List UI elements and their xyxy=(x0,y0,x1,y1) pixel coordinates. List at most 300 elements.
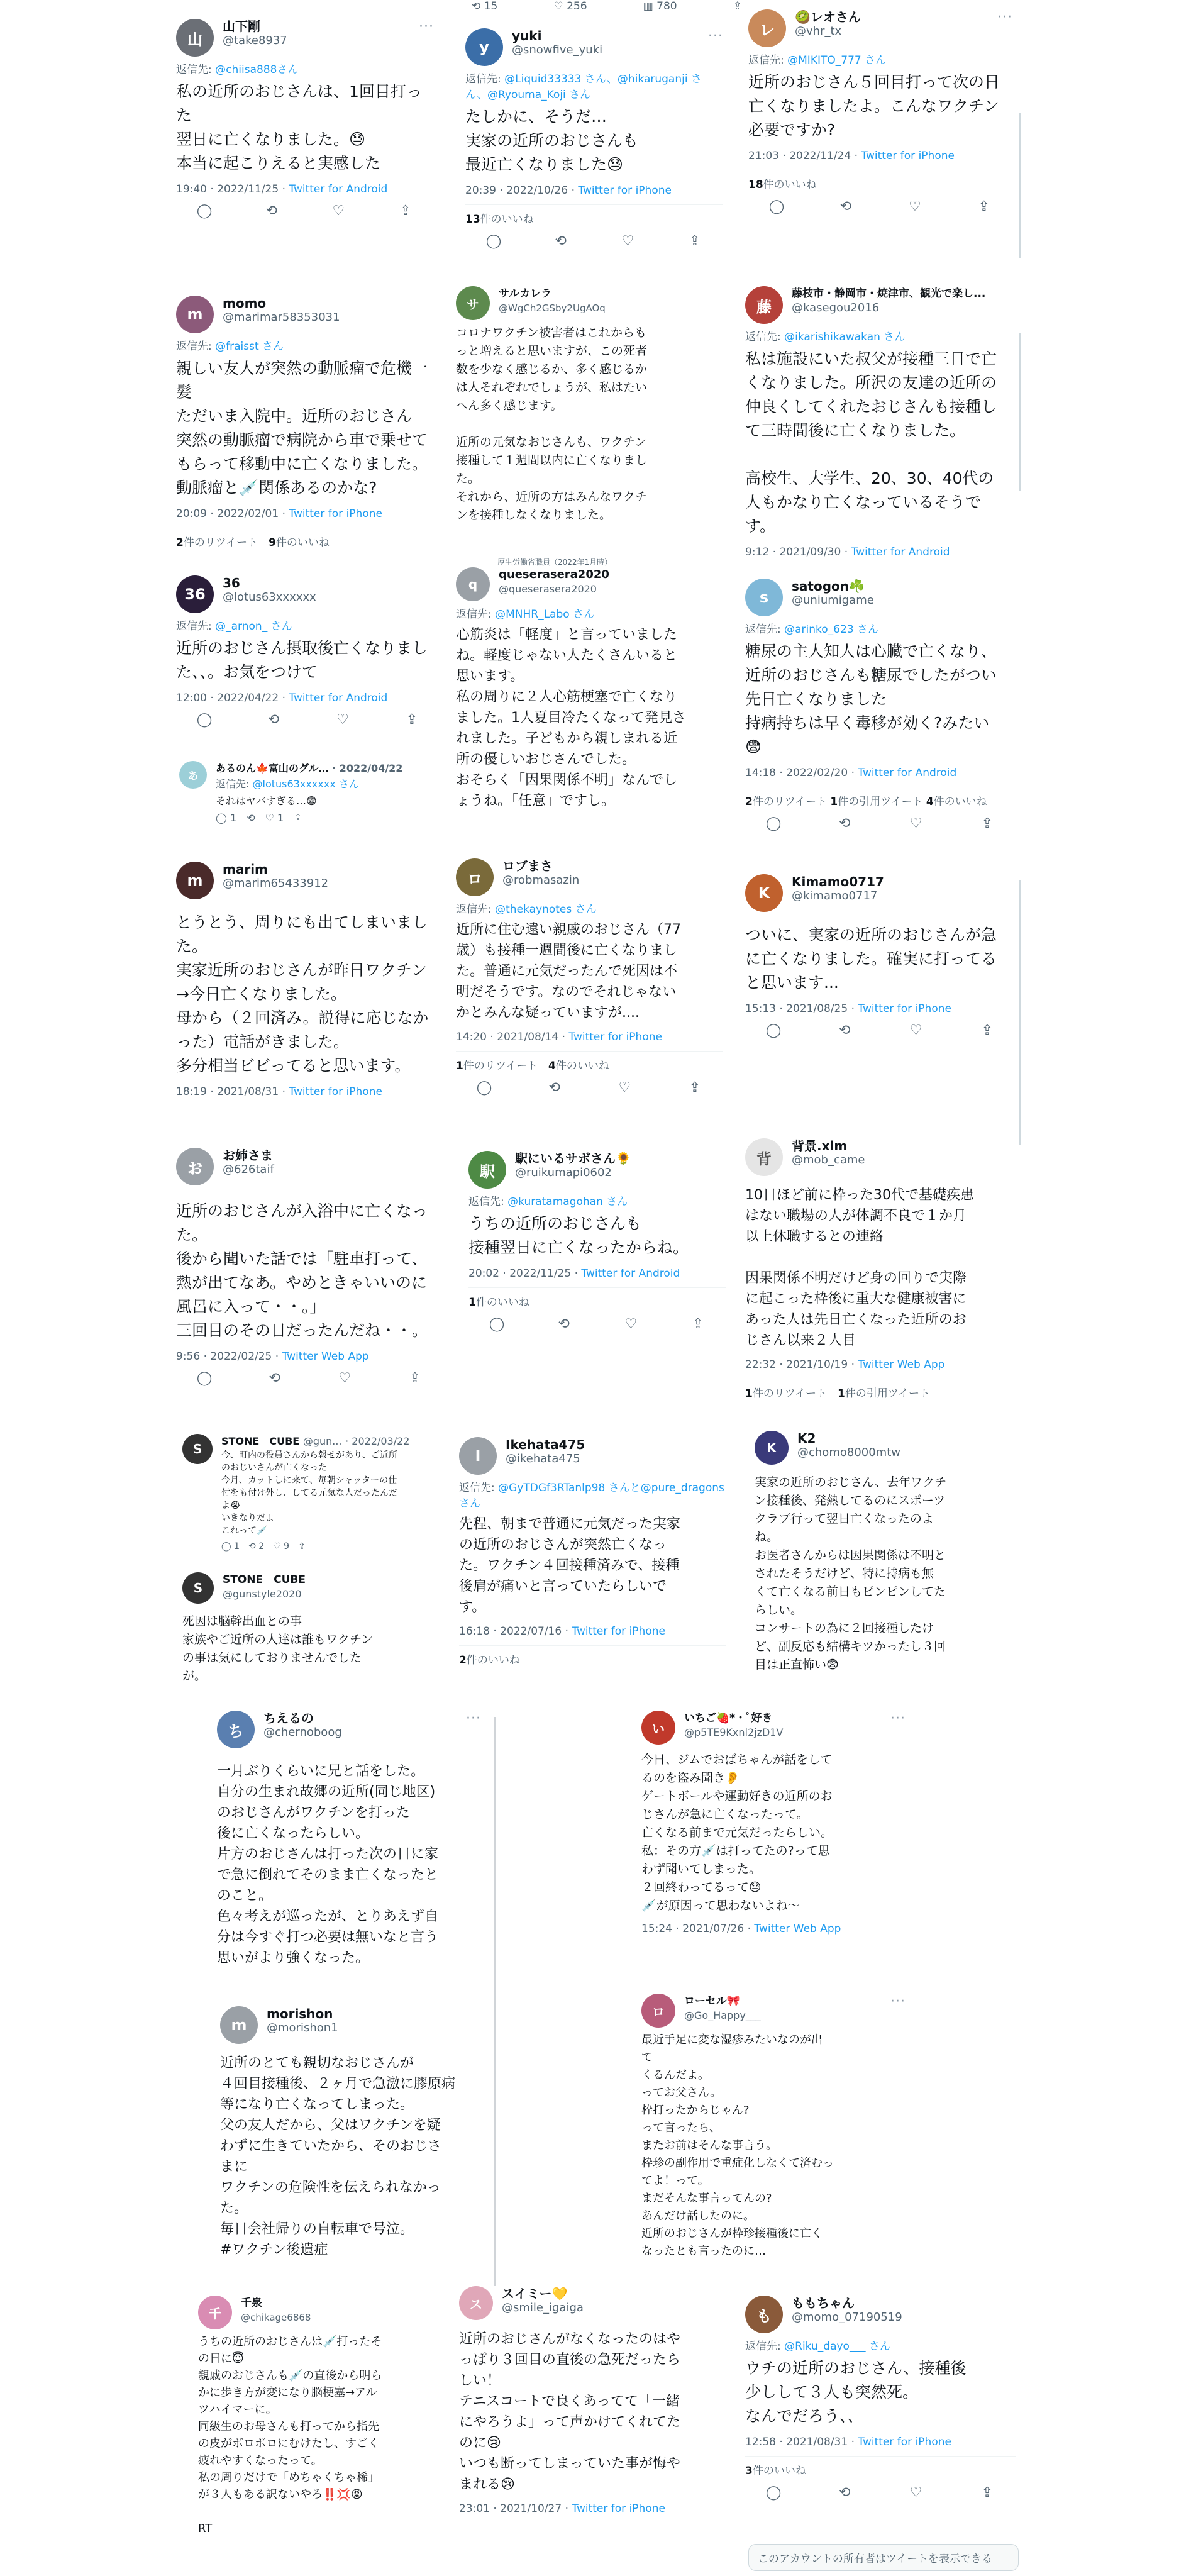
user-handle[interactable]: @626taif xyxy=(223,1163,274,1176)
user-handle[interactable]: @WgCh2GSby2UgAOq xyxy=(499,303,606,314)
reply-context xyxy=(176,337,440,353)
retweet-icon[interactable]: ⟲ xyxy=(839,199,852,214)
reply-context xyxy=(456,900,723,916)
reply-context xyxy=(216,776,428,791)
retweets-label: 件のリツイート xyxy=(752,796,827,808)
reply-icon[interactable]: ◯ xyxy=(196,712,213,728)
user-handle[interactable]: @ikehata475 xyxy=(506,1452,580,1465)
tweet-timestamp[interactable]: 9:56 · 2022/02/25 · xyxy=(176,1350,279,1363)
user-handle[interactable]: @uniumigame xyxy=(792,594,874,607)
tweet-timestamp[interactable]: 20:39 · 2022/10/26 · xyxy=(465,184,575,197)
tweet-stats xyxy=(468,1287,726,1309)
scrollbar[interactable] xyxy=(1019,880,1021,1145)
retweet-icon[interactable]: ⟲ xyxy=(548,1080,560,1096)
avatar[interactable]: S xyxy=(182,1572,214,1604)
tweet-stats xyxy=(456,1051,723,1072)
tweet-client[interactable]: Twitter for Android xyxy=(851,546,950,558)
tweet-text: 糖尿の主人知人は心臓で亡くなり、 近所のおじさんも糖尿でしたがつい 先日亡くなりました 持病持ちは早く毒移が効く?みたい 😨 xyxy=(745,642,997,756)
tweet-client[interactable]: Twitter for iPhone xyxy=(572,1625,665,1638)
likes-number[interactable]: 9 xyxy=(269,536,276,549)
tweet-client[interactable]: Twitter for Android xyxy=(289,183,388,196)
likes-number[interactable]: 1 xyxy=(468,1296,476,1309)
tweet-text: 近所のとても親切なおじさんが ４回目接種後、２ヶ月で急激に膠原病 等になり亡くなってしまった。 父の友人だから、父はワクチンを疑 わずに生きていたから、そのおじさ まに ワクチンの危険性を伝えられなかっ た。 毎日会社帰りの自転車で号泣。 #ワクチン後遺症 xyxy=(220,2055,456,2258)
tweet-client[interactable]: Twitter for iPhone xyxy=(861,150,955,162)
display-name[interactable]: momo xyxy=(223,296,267,311)
reply-icon[interactable]: ◯ xyxy=(489,1316,505,1332)
reply-to-link[interactable]: @MIKITO_777 さん xyxy=(787,54,887,67)
avatar[interactable]: s xyxy=(745,579,783,616)
retweet-icon[interactable]: ⟲ xyxy=(267,712,280,728)
tweet-card xyxy=(641,1711,906,1987)
tweet-stats xyxy=(745,1379,1016,1400)
tweet-client[interactable]: Twitter Web App xyxy=(282,1350,369,1363)
tweet-card xyxy=(176,575,440,764)
display-name[interactable]: サルカレラ xyxy=(499,287,552,300)
reply-icon[interactable]: ◯ xyxy=(476,1080,492,1096)
tweet-card xyxy=(459,2286,729,2572)
avatar[interactable]: m xyxy=(220,2006,258,2044)
display-name[interactable]: 駅にいるサボさん🌻 xyxy=(515,1151,631,1166)
reply-to-link[interactable]: @Riku_dayo___ さん xyxy=(784,2340,890,2353)
tweet-timestamp[interactable]: 12:00 · 2022/04/22 · xyxy=(176,692,285,704)
retweets-label: 件のリツイート xyxy=(183,536,258,549)
reply-context xyxy=(745,328,1016,343)
user-handle[interactable]: @Go_Happy___ xyxy=(684,2009,761,2021)
tweet-timestamp[interactable]: 22:32 · 2021/10/19 · xyxy=(745,1358,855,1371)
like-icon[interactable]: ♡ xyxy=(909,2485,922,2501)
scrollbar[interactable] xyxy=(1019,333,1021,491)
tweet-card xyxy=(456,557,723,846)
share-icon[interactable]: ⇪ xyxy=(692,1316,704,1332)
more-options-icon[interactable]: ··· xyxy=(997,9,1012,25)
user-handle[interactable]: @take8937 xyxy=(223,34,287,47)
retweets-number[interactable]: 1 xyxy=(456,1060,463,1072)
tweet-client[interactable]: Twitter for iPhone xyxy=(858,2436,951,2448)
tweet-card xyxy=(217,1711,481,2006)
avatar[interactable]: 背 xyxy=(745,1138,783,1176)
display-name[interactable]: marim xyxy=(223,862,268,877)
tweet-text: 実家の近所のおじさん、去年ワクチ ン接種後、発熱してるのにスポーツ クラブ行って翌日亡くなったのよ ね。 お医者さんからは因果関係は不明と されたそうだけど、特に持病も無 くて亡くなる前日もピンピンしてた らしい。 コンサートの為に２回接種したけ ど、副反応も結構キツかったし３回 目は正直怖い😨 xyxy=(755,1475,947,1672)
tweet-timestamp[interactable]: 15:24 · 2021/07/26 · xyxy=(641,1923,751,1935)
like-icon[interactable]: ♡ xyxy=(624,1316,638,1332)
tweet-actions xyxy=(176,712,440,728)
share-icon[interactable]: ⇪ xyxy=(689,233,701,249)
quotes-number[interactable]: 1 xyxy=(838,1387,845,1400)
avatar[interactable]: ス xyxy=(459,2286,493,2320)
reply-context xyxy=(176,60,434,76)
reply-prefix: 返信先: xyxy=(216,778,250,790)
user-handle[interactable]: @lotus63xxxxxx xyxy=(223,591,316,604)
retweet-count-value: 15 xyxy=(484,0,498,13)
tweet-text: 親しい友人が突然の動脈瘤で危機一 髪 ただいま入院中。近所のおじさん 突然の動脈瘤で病院から車で乗せて もらって移動中に亡くなりました。 動脈瘤と💉関係あるのかな? xyxy=(176,359,428,497)
reply-icon[interactable]: ◯ xyxy=(765,1023,782,1038)
retweet-icon[interactable]: ⟲ xyxy=(555,233,567,249)
avatar[interactable]: 駅 xyxy=(468,1151,506,1189)
reply-context xyxy=(745,620,1016,636)
tweet-client[interactable]: Twitter Web App xyxy=(858,1358,945,1371)
quotes-number[interactable]: 1 xyxy=(830,796,838,808)
display-name[interactable]: STONE CUBE xyxy=(221,1435,300,1447)
display-name[interactable]: いちご🍓*・ﾟ好き xyxy=(684,1712,773,1724)
tweet-meta xyxy=(176,508,440,520)
reply-actions: ◯ 1 ⟲ ♡ 1 ⇪ xyxy=(216,812,302,824)
retweet-icon[interactable]: ⟲ xyxy=(265,203,277,219)
like-icon[interactable]: ♡ xyxy=(336,712,349,728)
tweet-actions xyxy=(465,233,723,249)
avatar[interactable]: ち xyxy=(217,1711,255,1748)
display-name[interactable]: 背景.xlm xyxy=(792,1138,848,1153)
tweet-text: それはヤバすぎる…😨 xyxy=(216,795,317,807)
avatar[interactable]: y xyxy=(465,28,503,66)
view-count[interactable]: ▥ 780 xyxy=(643,0,677,13)
reply-icon[interactable]: ◯ xyxy=(768,199,785,214)
tweet-text: 10日ほど前に枠った30代で基礎疾患 はない職場の人が体調不良で１か月 以上休職するとの連絡 因果関係不明だけど身の回りで実際 に起こった枠後に重大な健康被害に あった人は先日亡くなった近所のお じさん以来２人目 xyxy=(745,1187,974,1348)
tweet-card xyxy=(220,2006,484,2289)
reply-to-link[interactable]: @MNHR_Labo さん xyxy=(495,608,595,621)
user-handle[interactable]: @momo_07190519 xyxy=(792,2311,902,2324)
avatar[interactable]: I xyxy=(459,1437,497,1475)
likes-label: 件のいいね xyxy=(466,1654,520,1667)
reply-prefix: 返信先: xyxy=(748,54,784,67)
like-icon[interactable]: ♡ xyxy=(621,233,634,249)
tweet-timestamp[interactable]: 18:19 · 2021/08/31 · xyxy=(176,1085,285,1098)
tweet-text: とうとう、周りにも出てしまいまし た。 実家近所のおじさんが昨日ワクチン →今日亡くなりました。 母から（２回済み。説得に応じなか った）電話がきました。 多分相当ビビってると思います。 xyxy=(176,913,429,1075)
user-handle[interactable]: @ruikumapi0602 xyxy=(515,1166,612,1179)
tweet-client[interactable]: Twitter for Android xyxy=(858,767,957,779)
retweets-number[interactable]: 1 xyxy=(745,1387,753,1400)
reply-prefix: 返信先: xyxy=(468,1196,504,1208)
reply-icon[interactable]: ◯ xyxy=(765,816,782,831)
share-icon[interactable]: ⇪ xyxy=(981,816,994,831)
more-options-icon[interactable]: ··· xyxy=(708,28,723,44)
avatar[interactable]: m xyxy=(176,862,214,899)
more-options-icon[interactable]: ··· xyxy=(890,1711,906,1726)
reply-to-link[interactable]: @chiisa888さん xyxy=(215,64,299,76)
reply-count: 1 xyxy=(234,1541,240,1552)
avatar[interactable]: 山 xyxy=(176,19,214,57)
tweet-card xyxy=(198,2296,434,2572)
display-name[interactable]: スイミー💛 xyxy=(502,2286,568,2301)
user-handle[interactable]: @queserasera2020 xyxy=(499,583,597,595)
tweet-meta xyxy=(748,150,1012,162)
avatar[interactable]: S xyxy=(182,1434,213,1464)
share-icon[interactable]: ⇪ xyxy=(733,0,742,13)
user-handle[interactable]: @chomo8000mtw xyxy=(797,1446,900,1459)
tweet-client[interactable]: Twitter for iPhone xyxy=(289,508,382,520)
tweet-card xyxy=(182,1434,434,1566)
tweet-meta xyxy=(745,2436,1016,2448)
nested-reply xyxy=(179,761,428,836)
retweet-icon[interactable]: ⟲ xyxy=(839,1023,851,1038)
display-name[interactable]: STONE CUBE xyxy=(223,1574,306,1586)
tweet-text: ウチの近所のおじさん、接種後 少しして３人も突然死。 なんでだろう、、 xyxy=(745,2359,967,2425)
tweet-meta xyxy=(459,2502,729,2515)
tweet-text: うちの近所のおじさんも 接種翌日に亡くなったからね。 xyxy=(468,1214,689,1257)
tweet-text: うちの近所のおじさんは💉打ったそ の日に😇 親戚のおじさんも💉の直後から明ら かに歩き方が変になり脳梗塞→アル ツハイマーに。 同級生のお母さんも打ってから指先 の皮がボロボロにむけたし、すごく 疲れやすくなったって。 私の周りだけで「めちゃくちゃ稀」 が３人もある訳ないやろ‼️💢😡 RT xyxy=(198,2335,382,2535)
display-name[interactable]: Kimamo0717 xyxy=(792,874,884,889)
tweet-client[interactable]: Twitter for Android xyxy=(289,692,388,704)
reply-prefix: 返信先: xyxy=(456,903,492,916)
tweet-client[interactable]: Twitter Web App xyxy=(754,1923,841,1935)
avatar[interactable]: レ xyxy=(748,9,786,47)
user-handle[interactable]: @kasegou2016 xyxy=(792,301,880,314)
user-handle[interactable]: @marim65433912 xyxy=(223,877,329,890)
profile-label: 厚生労働省職員（2022年1月時） xyxy=(497,558,612,567)
user-handle[interactable]: @mob_came xyxy=(792,1153,865,1167)
display-name[interactable]: ローセル🎀 xyxy=(684,1995,740,2007)
retweet-icon[interactable]: ⟲ xyxy=(839,816,851,831)
avatar[interactable]: K xyxy=(755,1431,789,1465)
tweet-text: コロナワクチン被害者はこれからも っと増えると思いますが、この死者 数を少なく感じるか、多く感じるか は人それぞれでしょうが、私はたい へん多く感じます。 近所の元気なおじさんも、ワクチン 接種して１週間以内に亡くなりまし た。 それから、近所の方はみんなワクチ ンを接種しなくなりました。 xyxy=(456,326,648,522)
avatar[interactable]: 藤 xyxy=(745,286,783,324)
reply-to-link[interactable]: @GyTDGf3RTanlp98 さんと@pure_dragons さん xyxy=(459,1482,724,1510)
avatar[interactable]: サ xyxy=(456,286,490,320)
avatar[interactable]: K xyxy=(745,874,783,912)
user-handle[interactable]: @vhr_tx xyxy=(795,25,842,38)
retweet-icon[interactable]: ⟲ xyxy=(839,2485,851,2501)
like-icon[interactable]: ♡ xyxy=(909,199,921,214)
share-icon[interactable]: ⇪ xyxy=(689,1080,701,1096)
tweet-timestamp[interactable]: 12:58 · 2021/08/31 · xyxy=(745,2436,855,2448)
reply-to-link[interactable]: @ikarishikawakan さん xyxy=(784,331,906,343)
like-count[interactable]: ♡ 256 xyxy=(553,0,587,13)
avatar[interactable]: 36 xyxy=(176,575,214,613)
user-handle[interactable]: @morishon1 xyxy=(267,2021,338,2035)
reply-to-link[interactable]: @kuratamagohan さん xyxy=(507,1196,628,1208)
tweet-actions xyxy=(745,816,1016,831)
tweet-actions xyxy=(176,1370,443,1386)
tweet-card xyxy=(176,1148,443,1412)
reply-icon[interactable]: ◯ xyxy=(765,2485,782,2501)
reply-prefix: 返信先: xyxy=(745,2340,781,2353)
tweet-meta xyxy=(468,1267,726,1280)
divider xyxy=(494,1717,496,2321)
tweet-card xyxy=(468,1151,726,1374)
user-handle[interactable]: @marimar58353031 xyxy=(223,311,340,324)
user-handle[interactable]: @chikage6868 xyxy=(241,2312,311,2323)
tweet-card xyxy=(459,1437,726,1701)
tweet-timestamp[interactable]: 20:09 · 2022/02/01 · xyxy=(176,508,285,520)
avatar[interactable]: あ xyxy=(179,761,207,789)
avatar[interactable]: ロ xyxy=(641,1994,675,2028)
tweet-timestamp[interactable]: 14:18 · 2022/02/20 · xyxy=(745,767,855,779)
display-name[interactable]: K2 xyxy=(797,1431,816,1446)
display-name[interactable]: Ikehata475 xyxy=(506,1437,585,1452)
retweet-icon[interactable]: ⟲ xyxy=(558,1316,570,1332)
likes-number[interactable]: 4 xyxy=(548,1060,556,1072)
tweet-card xyxy=(748,9,1012,248)
likes-number[interactable]: 13 xyxy=(465,213,480,226)
display-name[interactable]: ももちゃん xyxy=(792,2296,855,2311)
more-options-icon[interactable]: ··· xyxy=(419,19,434,35)
reply-prefix: 返信先: xyxy=(745,623,781,636)
tweet-text: 一月ぶりくらいに兄と話をした。 自分の生まれ故郷の近所(同じ地区) のおじさんがワクチンを打った 後に亡くなったらしい。 片方のおじさんは打った次の日に家 で急に倒れてそのまま亡くなったと のこと。 色々考えが巡ったが、とりあえず自 分は今すぐ打つ必要は無いなと言う 思いがより強くなった。 xyxy=(217,1763,439,1966)
reply-prefix: 返信先: xyxy=(456,608,492,621)
avatar[interactable]: も xyxy=(745,2296,783,2333)
retweet-count[interactable]: ⟲ 15 xyxy=(472,0,498,13)
retweets-label: 件のリツイート xyxy=(463,1060,538,1072)
more-options-icon[interactable]: ··· xyxy=(466,1711,481,1726)
tweet-text: 近所に住む遠い親戚のおじさん（77 歳）も接種一週間後に亡くなりまし た。普通に元気だったんで死因は不 明だそうです。なのでそれじゃない かとみんな疑っていますが.... xyxy=(456,922,681,1021)
tweet-text: 死因は脳幹出血との事 家族やご近所の人達は誰もワクチン の事は気にしておりませんでした が。 xyxy=(182,1614,374,1683)
tweet-timestamp[interactable]: 14:20 · 2021/08/14 · xyxy=(456,1031,565,1043)
avatar[interactable]: ロ xyxy=(456,858,494,896)
display-name[interactable]: ロブまさ xyxy=(502,858,553,874)
like-count: 9 xyxy=(284,1541,290,1552)
share-icon[interactable]: ⇪ xyxy=(409,1370,421,1386)
display-name[interactable]: ちえるの xyxy=(263,1711,314,1726)
tweet-meta xyxy=(176,692,440,704)
share-icon[interactable]: ⇪ xyxy=(978,199,990,214)
display-name[interactable]: satogon☘️ xyxy=(792,579,865,594)
tweet-stats xyxy=(748,170,1012,191)
like-icon[interactable]: ♡ xyxy=(338,1370,352,1386)
tweet-text: 近所のおじさんがなくなったのはや っぱり３回目の直後の急死だったら しい！ テニスコートで良くあってて「一緒 にやろうよ」って声かけてくれてた のに😢 いつも断ってしまっていた事が悔や まれる😢 xyxy=(459,2331,681,2492)
likes-number[interactable]: 4 xyxy=(926,796,934,808)
user-handle[interactable]: @robmasazin xyxy=(502,874,580,887)
avatar[interactable]: m xyxy=(176,296,214,333)
likes-label: 件のいいね xyxy=(555,1060,609,1072)
display-name[interactable]: 🥝レオさん xyxy=(795,9,861,25)
display-name[interactable]: 千泉 xyxy=(241,2297,262,2309)
quotes-label: 件の引用ツイート xyxy=(838,796,923,808)
reply-header xyxy=(221,1434,434,1449)
reply-prefix: 返信先: xyxy=(176,64,212,76)
tweet-timestamp[interactable]: 21:03 · 2022/11/24 · xyxy=(748,150,858,162)
reply-context xyxy=(468,1192,726,1208)
reply-context xyxy=(456,605,723,621)
tweet-actions xyxy=(745,1023,1016,1038)
tweet-timestamp[interactable]: 23:01 · 2021/10/27 · xyxy=(459,2502,568,2515)
tweet-timestamp[interactable]: · 2022/03/22 xyxy=(345,1435,410,1447)
tweet-text: 近所のおじさんが入浴中に亡くなっ た。 後から聞いた話では「駐車打って、 熱が出てなあ。やめときゃいいのに 風呂に入って・・。」 三回目のその日だったんだね・・。 xyxy=(176,1202,428,1340)
share-icon[interactable]: ⇪ xyxy=(399,203,412,219)
like-icon[interactable]: ♡ xyxy=(332,203,345,219)
tweet-timestamp[interactable]: 15:13 · 2021/08/25 · xyxy=(745,1002,855,1015)
tweet-client[interactable]: Twitter for iPhone xyxy=(858,1002,951,1015)
reply-context xyxy=(176,617,440,633)
tweet-client[interactable]: Twitter for iPhone xyxy=(578,184,672,197)
retweet-count: 2 xyxy=(258,1541,265,1552)
tweet-text: たしかに、そうだ… 実家の近所のおじさんも 最近亡くなりました😓 xyxy=(465,108,639,174)
tweet-text: ついに、実家の近所のおじさんが急 に亡くなりました。確実に打ってる と思います... xyxy=(745,926,997,992)
user-handle[interactable]: @gun... xyxy=(302,1435,342,1447)
tweet-client[interactable]: Twitter for iPhone xyxy=(568,1031,662,1043)
tweet-text: 近所のおじさん５回目打って次の日 亡くなりましたよ。こんなワクチン 必要ですか? xyxy=(748,73,1000,139)
tweet-meta xyxy=(745,546,1016,558)
tweet-timestamp[interactable]: 20:02 · 2022/11/25 · xyxy=(468,1267,578,1280)
tweet-client[interactable]: Twitter for iPhone xyxy=(289,1085,382,1098)
reply-to-link[interactable]: @_arnon_ さん xyxy=(215,620,292,633)
reply-prefix: 返信先: xyxy=(176,620,212,633)
like-icon[interactable]: ♡ xyxy=(909,1023,922,1038)
avatar[interactable]: q xyxy=(456,567,490,601)
avatar[interactable]: お xyxy=(176,1148,214,1185)
like-icon[interactable]: ♡ xyxy=(909,816,922,831)
display-name[interactable]: morishon xyxy=(267,2006,333,2021)
reply-context xyxy=(748,51,1012,67)
tweet-meta xyxy=(176,1350,443,1363)
likes-number[interactable]: 18 xyxy=(748,179,763,191)
more-options-icon[interactable]: ··· xyxy=(890,1994,906,2009)
reply-icon[interactable]: ◯ xyxy=(196,203,213,219)
avatar[interactable]: い xyxy=(641,1711,675,1745)
tweet-card xyxy=(745,2296,1016,2534)
tweet-text: 心筋炎は「軽度」と言っていました ね。軽度じゃない人たくさんいると 思います。 私の周りに２人心筋梗塞で亡くなり ました。1人夏目冷たくなって発見さ れました。子どもから親しまれる近 所の優しいおじさんでした。 おそらく「因果関係不明」なんでし ょうね。「任意」ですし。 xyxy=(456,627,686,809)
user-handle[interactable]: @smile_igaiga xyxy=(502,2301,584,2314)
likes-number[interactable]: 3 xyxy=(745,2465,753,2477)
tweet-actions xyxy=(468,1316,726,1332)
retweets-label: 件のリツイート xyxy=(752,1387,827,1400)
tweet-card xyxy=(755,1431,1016,1714)
user-handle[interactable]: @chernoboog xyxy=(263,1726,342,1739)
user-handle[interactable]: @p5TE9Kxnl2jzD1V xyxy=(684,1726,784,1738)
retweets-number[interactable]: 2 xyxy=(745,796,753,808)
tweet-meta xyxy=(176,1085,443,1098)
tweet-card xyxy=(745,286,1016,566)
like-count: 1 xyxy=(277,812,284,824)
retweets-number[interactable]: 2 xyxy=(176,536,184,549)
like-count-value: 256 xyxy=(567,0,587,13)
display-name[interactable]: 藤枝市・静岡市・焼津市、観光で楽し... xyxy=(792,287,986,300)
tweet-client[interactable]: Twitter for Android xyxy=(581,1267,680,1280)
tweet-actions xyxy=(748,199,1012,214)
share-icon[interactable]: ⇪ xyxy=(981,2485,994,2501)
reply-prefix: 返信先: xyxy=(745,331,781,343)
retweet-icon[interactable]: ⟲ xyxy=(269,1370,280,1386)
tweet-card xyxy=(745,1138,1016,1434)
share-icon[interactable]: ⇪ xyxy=(981,1023,994,1038)
quotes-label: 件の引用ツイート xyxy=(845,1387,930,1400)
like-icon[interactable]: ♡ xyxy=(618,1080,631,1096)
tweet-timestamp[interactable]: 19:40 · 2022/11/25 · xyxy=(176,183,285,196)
likes-number[interactable]: 2 xyxy=(459,1654,467,1667)
tweet-timestamp[interactable]: · 2022/04/22 xyxy=(332,762,403,774)
display-name[interactable]: 山下剛 xyxy=(223,19,260,34)
display-name[interactable]: あるのん🍁富山のグル… xyxy=(216,762,329,774)
reply-to-link[interactable]: @Liquid33333 さん、@hikaruganji さん、@Ryouma_Koji さん xyxy=(465,73,702,101)
view-count-value: 780 xyxy=(656,0,677,13)
tweet-client[interactable]: Twitter for iPhone xyxy=(572,2502,665,2515)
reply-icon[interactable]: ◯ xyxy=(485,233,502,249)
share-icon[interactable]: ⇪ xyxy=(406,712,418,728)
tweet-stats xyxy=(465,204,723,226)
avatar[interactable]: 千 xyxy=(198,2296,232,2329)
top-stats-strip xyxy=(465,0,748,15)
display-name[interactable]: 36 xyxy=(223,575,240,591)
tweet-timestamp[interactable]: 9:12 · 2021/09/30 · xyxy=(745,546,848,558)
reply-to-link[interactable]: @fraisst さん xyxy=(215,340,284,353)
scrollbar[interactable] xyxy=(1019,113,1021,258)
reply-icon[interactable]: ◯ xyxy=(196,1370,213,1386)
reply-to-link[interactable]: @thekaynotes さん xyxy=(495,903,597,916)
tweet-meta xyxy=(745,1358,1016,1371)
tweet-card xyxy=(456,858,723,1135)
display-name[interactable]: yuki xyxy=(512,28,542,43)
user-handle[interactable]: @gunstyle2020 xyxy=(223,1588,302,1600)
reply-to-link[interactable]: @lotus63xxxxxx さん xyxy=(252,778,359,790)
display-name[interactable]: queserasera2020 xyxy=(499,568,609,581)
user-handle[interactable]: @snowfive_yuki xyxy=(512,43,603,57)
reply-to-link[interactable]: @arinko_623 さん xyxy=(784,623,879,636)
tweet-meta xyxy=(176,183,434,196)
tweet-timestamp[interactable]: 16:18 · 2022/07/16 · xyxy=(459,1625,568,1638)
tweet-text: 私は施設にいた叔父が接種三日で亡 くなりました。所沢の友達の近所の 仲良くしてくれたおじさんも接種し て三時間後に亡くなりました。 高校生、大学生、20、30、40代の 人もかなり亡くなっているそうで す。 xyxy=(745,350,997,535)
user-handle[interactable]: @kimamo0717 xyxy=(792,889,878,902)
tweet-text: 近所のおじさん摂取後亡くなりまし た、、。お気をつけて xyxy=(176,639,428,681)
tweet-meta xyxy=(745,767,1016,779)
display-name[interactable]: お姉さま xyxy=(223,1148,273,1163)
